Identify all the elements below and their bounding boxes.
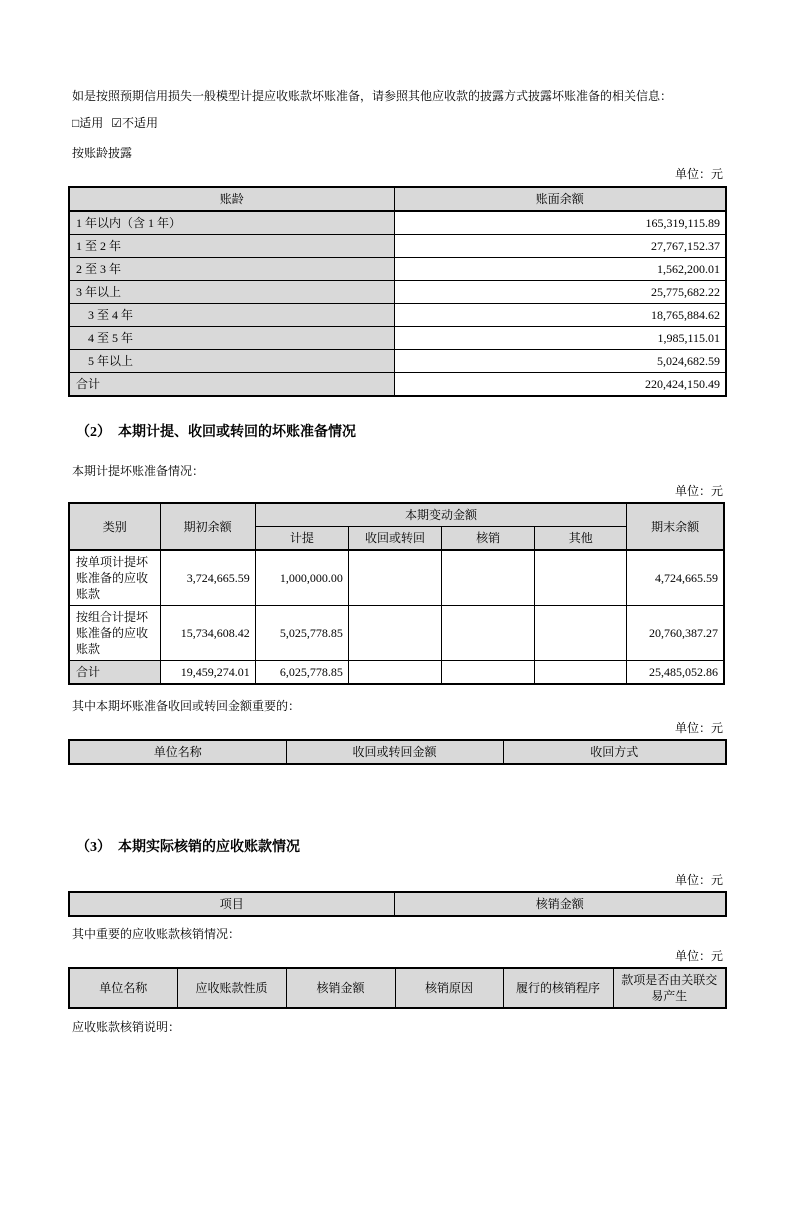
- writeoff-column-header: 核销: [442, 527, 535, 551]
- table-row: [69, 258, 726, 281]
- table-header-row: [69, 968, 726, 1008]
- unit-name-column-header: 单位名称: [69, 740, 286, 764]
- recover-value: [348, 606, 441, 661]
- writeoff-table: [68, 891, 727, 917]
- recover-column-header: 收回或转回: [348, 527, 441, 551]
- row-value: 18,765,884.62: [394, 304, 726, 327]
- report-page: [68, 88, 725, 1035]
- closing-value: 25,485,052.86: [627, 661, 724, 685]
- important-writeoff-table: [68, 967, 727, 1009]
- table-header-row: [69, 740, 726, 764]
- unit-label: 单位：元: [674, 484, 723, 498]
- table-header-row: [69, 187, 726, 211]
- unit-label: 单位：元: [674, 873, 723, 887]
- table-row: [69, 606, 724, 661]
- aging-table: [68, 186, 727, 397]
- unit-label: 单位：元: [674, 949, 723, 963]
- writeoff-explanation-note: 应收账款核销说明：: [72, 1020, 181, 1034]
- recovery-table: [68, 739, 727, 765]
- table-row: [69, 281, 726, 304]
- row-label: 3 至 4 年: [69, 304, 394, 327]
- section3-heading: （3） 本期实际核销的应收账款情况: [76, 840, 300, 855]
- writeoff-procedure-column-header: 履行的核销程序: [503, 968, 613, 1008]
- table-row: [69, 235, 726, 258]
- accrual-value: 6,025,778.85: [255, 661, 348, 685]
- row-label: 5 年以上: [69, 350, 394, 373]
- table-row: [69, 350, 726, 373]
- opening-balance-column-header: 期初余额: [160, 503, 255, 550]
- unit-label: 单位：元: [674, 721, 723, 735]
- applicable-checkbox-unchecked: □适用: [72, 116, 104, 130]
- unit-name-column-header: 单位名称: [69, 968, 177, 1008]
- writeoff-amount-column-header: 核销金额: [394, 892, 726, 916]
- section2-heading: （2） 本期计提、收回或转回的坏账准备情况: [76, 425, 356, 440]
- accrual-value: 5,025,778.85: [255, 606, 348, 661]
- closing-balance-column-header: 期末余额: [627, 503, 724, 550]
- opening-value: 15,734,608.42: [160, 606, 255, 661]
- writeoff-reason-column-header: 核销原因: [395, 968, 503, 1008]
- row-value: 1,562,200.01: [394, 258, 726, 281]
- recover-amount-column-header: 收回或转回金额: [286, 740, 503, 764]
- row-value: 1,985,115.01: [394, 327, 726, 350]
- balance-column-header: 账面余额: [394, 187, 726, 211]
- provision-change-table: [68, 502, 725, 685]
- row-label: 3 年以上: [69, 281, 394, 304]
- row-value: 165,319,115.89: [394, 211, 726, 235]
- recover-value: [348, 661, 441, 685]
- aging-column-header: 账龄: [69, 187, 394, 211]
- aging-disclosure-label: 按账龄披露: [72, 146, 133, 160]
- row-label: 2 至 3 年: [69, 258, 394, 281]
- writeoff-amount-column-header: 核销金额: [286, 968, 395, 1008]
- table-row: [69, 211, 726, 235]
- table-row: [69, 373, 726, 397]
- row-value: 220,424,150.49: [394, 373, 726, 397]
- important-writeoff-note: 其中重要的应收账款核销情况：: [72, 927, 241, 941]
- table-row-total: [69, 661, 724, 685]
- table-header-row: [69, 892, 726, 916]
- table-row: [69, 550, 724, 606]
- row-label: 合计: [69, 373, 394, 397]
- row-label: 1 年以内（含 1 年）: [69, 211, 394, 235]
- other-value: [535, 606, 627, 661]
- applicability-line: [68, 115, 725, 131]
- recovery-note: 其中本期坏账准备收回或转回金额重要的：: [72, 699, 301, 713]
- provision-intro: 本期计提坏账准备情况：: [72, 464, 205, 478]
- table-header-row: [69, 503, 724, 527]
- row-value: 27,767,152.37: [394, 235, 726, 258]
- closing-value: 4,724,665.59: [627, 550, 724, 606]
- writeoff-value: [442, 606, 535, 661]
- row-value: 5,024,682.59: [394, 350, 726, 373]
- other-value: [535, 550, 627, 606]
- opening-value: 19,459,274.01: [160, 661, 255, 685]
- writeoff-value: [442, 550, 535, 606]
- intro-paragraph: 如是按照预期信用损失一般模型计提应收账款坏账准备，请参照其他应收款的披露方式披露坏账准备的相关信息：: [72, 89, 673, 103]
- row-label: 按单项计提坏账准备的应收账款: [69, 550, 160, 606]
- recover-value: [348, 550, 441, 606]
- opening-value: 3,724,665.59: [160, 550, 255, 606]
- accrual-value: 1,000,000.00: [255, 550, 348, 606]
- not-applicable-checkbox-checked: ☑不适用: [111, 116, 159, 130]
- table-row: [69, 304, 726, 327]
- other-value: [535, 661, 627, 685]
- related-party-column-header: 款项是否由关联交易产生: [613, 968, 726, 1008]
- recover-method-column-header: 收回方式: [503, 740, 726, 764]
- closing-value: 20,760,387.27: [627, 606, 724, 661]
- row-label: 按组合计提坏账准备的应收账款: [69, 606, 160, 661]
- accrual-column-header: 计提: [255, 527, 348, 551]
- receivable-nature-column-header: 应收账款性质: [177, 968, 286, 1008]
- category-column-header: 类别: [69, 503, 160, 550]
- unit-label: 单位：元: [674, 167, 723, 181]
- period-change-group-header: 本期变动金额: [255, 503, 627, 527]
- row-label: 合计: [69, 661, 160, 685]
- writeoff-value: [442, 661, 535, 685]
- row-value: 25,775,682.22: [394, 281, 726, 304]
- item-column-header: 项目: [69, 892, 394, 916]
- table-row: [69, 327, 726, 350]
- row-label: 1 至 2 年: [69, 235, 394, 258]
- row-label: 4 至 5 年: [69, 327, 394, 350]
- other-column-header: 其他: [535, 527, 627, 551]
